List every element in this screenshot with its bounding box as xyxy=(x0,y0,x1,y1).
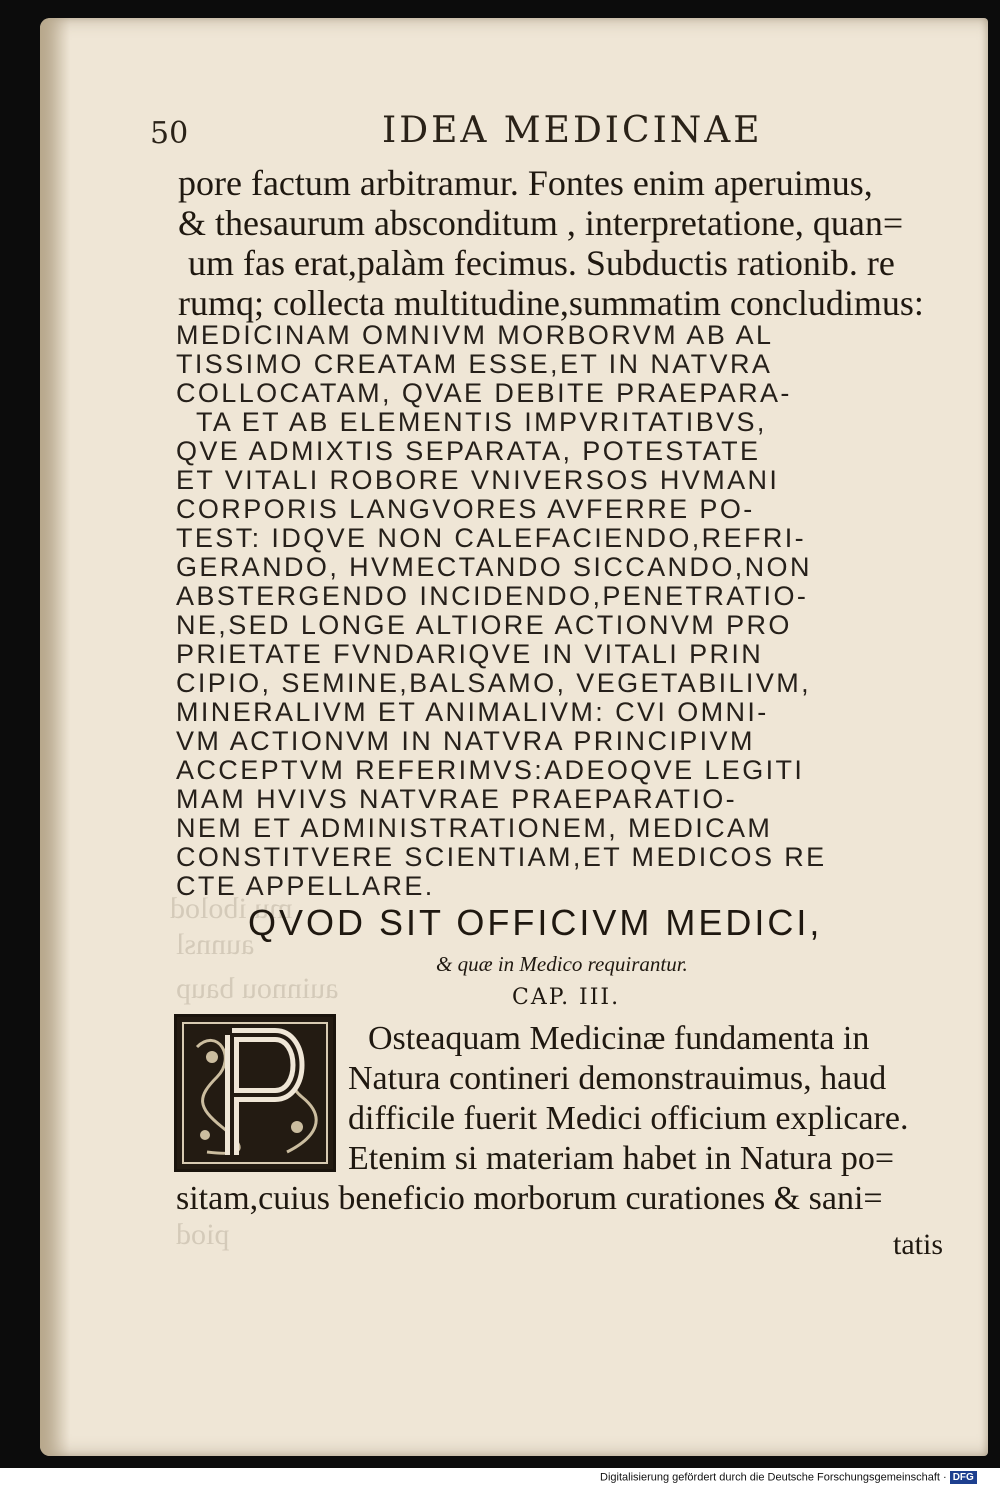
caps-line: NEM ET ADMINISTRATIONEM, MEDICAM xyxy=(176,813,773,843)
caps-line: MEDICINAM OMNIVM MORBORVM AB AL xyxy=(176,320,774,350)
running-head-title: IDEA MEDICINAE xyxy=(382,110,763,151)
caps-line: CTE APPELLARE. xyxy=(176,871,435,901)
caps-line: TA ET AB ELEMENTIS IMPVRITATIBVS, xyxy=(196,407,767,437)
show-through-text: mu ibolod xyxy=(170,892,293,925)
chapter-line: Osteaquam Medicinæ fundamenta in xyxy=(368,1020,870,1057)
dfg-logo: DFG xyxy=(950,1471,977,1484)
chapter-line: sitam,cuius beneficio morborum curationes & sani= xyxy=(176,1180,883,1217)
catchword: tatis xyxy=(893,1228,943,1261)
show-through-text: auinnou baup xyxy=(176,972,339,1005)
caps-line: NE,SED LONGE ALTIORE ACTIONVM PRO xyxy=(176,610,792,640)
caps-line: VM ACTIONVM IN NATVRA PRINCIPIVM xyxy=(176,726,755,756)
caps-line: MAM HVIVS NATVRAE PRAEPARATIO- xyxy=(176,784,738,814)
footer-text: Digitalisierung gefördert durch die Deutsche Forschungsgemeinschaft · xyxy=(600,1471,947,1484)
caps-line: TEST: IDQVE NON CALEFACIENDO,REFRI- xyxy=(176,523,807,553)
body-line: rumq; collecta multitudine,summatim concludimus: xyxy=(178,283,924,323)
body-line: pore factum arbitramur. Fontes enim aperuimus, xyxy=(178,163,873,203)
section-subheading: & quæ in Medico requirantur. xyxy=(436,952,688,976)
caps-line: GERANDO, HVMECTANDO SICCANDO,NON xyxy=(176,552,812,582)
caps-line: ABSTERGENDO INCIDENDO,PENETRATIO- xyxy=(176,581,809,611)
caps-line: PRIETATE FVNDARIQVE IN VITALI PRIN xyxy=(176,639,764,669)
section-heading: QVOD SIT OFFICIVM MEDICI, xyxy=(248,902,823,943)
caps-line: CONSTITVERE SCIENTIAM,ET MEDICOS RE xyxy=(176,842,827,872)
page-gutter-shadow xyxy=(40,18,70,1456)
chapter-line: difficile fuerit Medici officium explicare. xyxy=(348,1100,909,1137)
digitization-footer xyxy=(600,1471,996,1487)
caps-line: MINERALIVM ET ANIMALIVM: CVI OMNI- xyxy=(176,697,769,727)
show-through-text: piod xyxy=(176,1218,230,1251)
page-number: 50 xyxy=(150,116,189,151)
caps-line: QVE ADMIXTIS SEPARATA, POTESTATE xyxy=(176,436,761,466)
caps-line: CIPIO, SEMINE,BALSAMO, VEGETABILIVM, xyxy=(176,668,812,698)
chapter-line: Etenim si materiam habet in Natura po= xyxy=(348,1140,895,1177)
caps-line: CORPORIS LANGVORES AVFERRE PO- xyxy=(176,494,755,524)
running-head xyxy=(150,110,950,154)
body-line: & thesaurum absconditum , interpretatione, quan= xyxy=(178,203,904,243)
show-through-text: aunnsl xyxy=(176,928,255,961)
chapter-number: CAP. III. xyxy=(512,985,621,1010)
decorated-initial-p-icon xyxy=(174,1014,336,1172)
body-line: um fas erat,palàm fecimus. Subductis rationib. re xyxy=(188,243,895,283)
chapter-line: Natura contineri demonstrauimus, haud xyxy=(348,1060,887,1097)
caps-line: ET VITALI ROBORE VNIVERSOS HVMANI xyxy=(176,465,780,495)
caps-line: ACCEPTVM REFERIMVS:ADEOQVE LEGITI xyxy=(176,755,805,785)
caps-line: TISSIMO CREATAM ESSE,ET IN NATVRA xyxy=(176,349,773,379)
caps-line: COLLOCATAM, QVAE DEBITE PRAEPARA- xyxy=(176,378,792,408)
